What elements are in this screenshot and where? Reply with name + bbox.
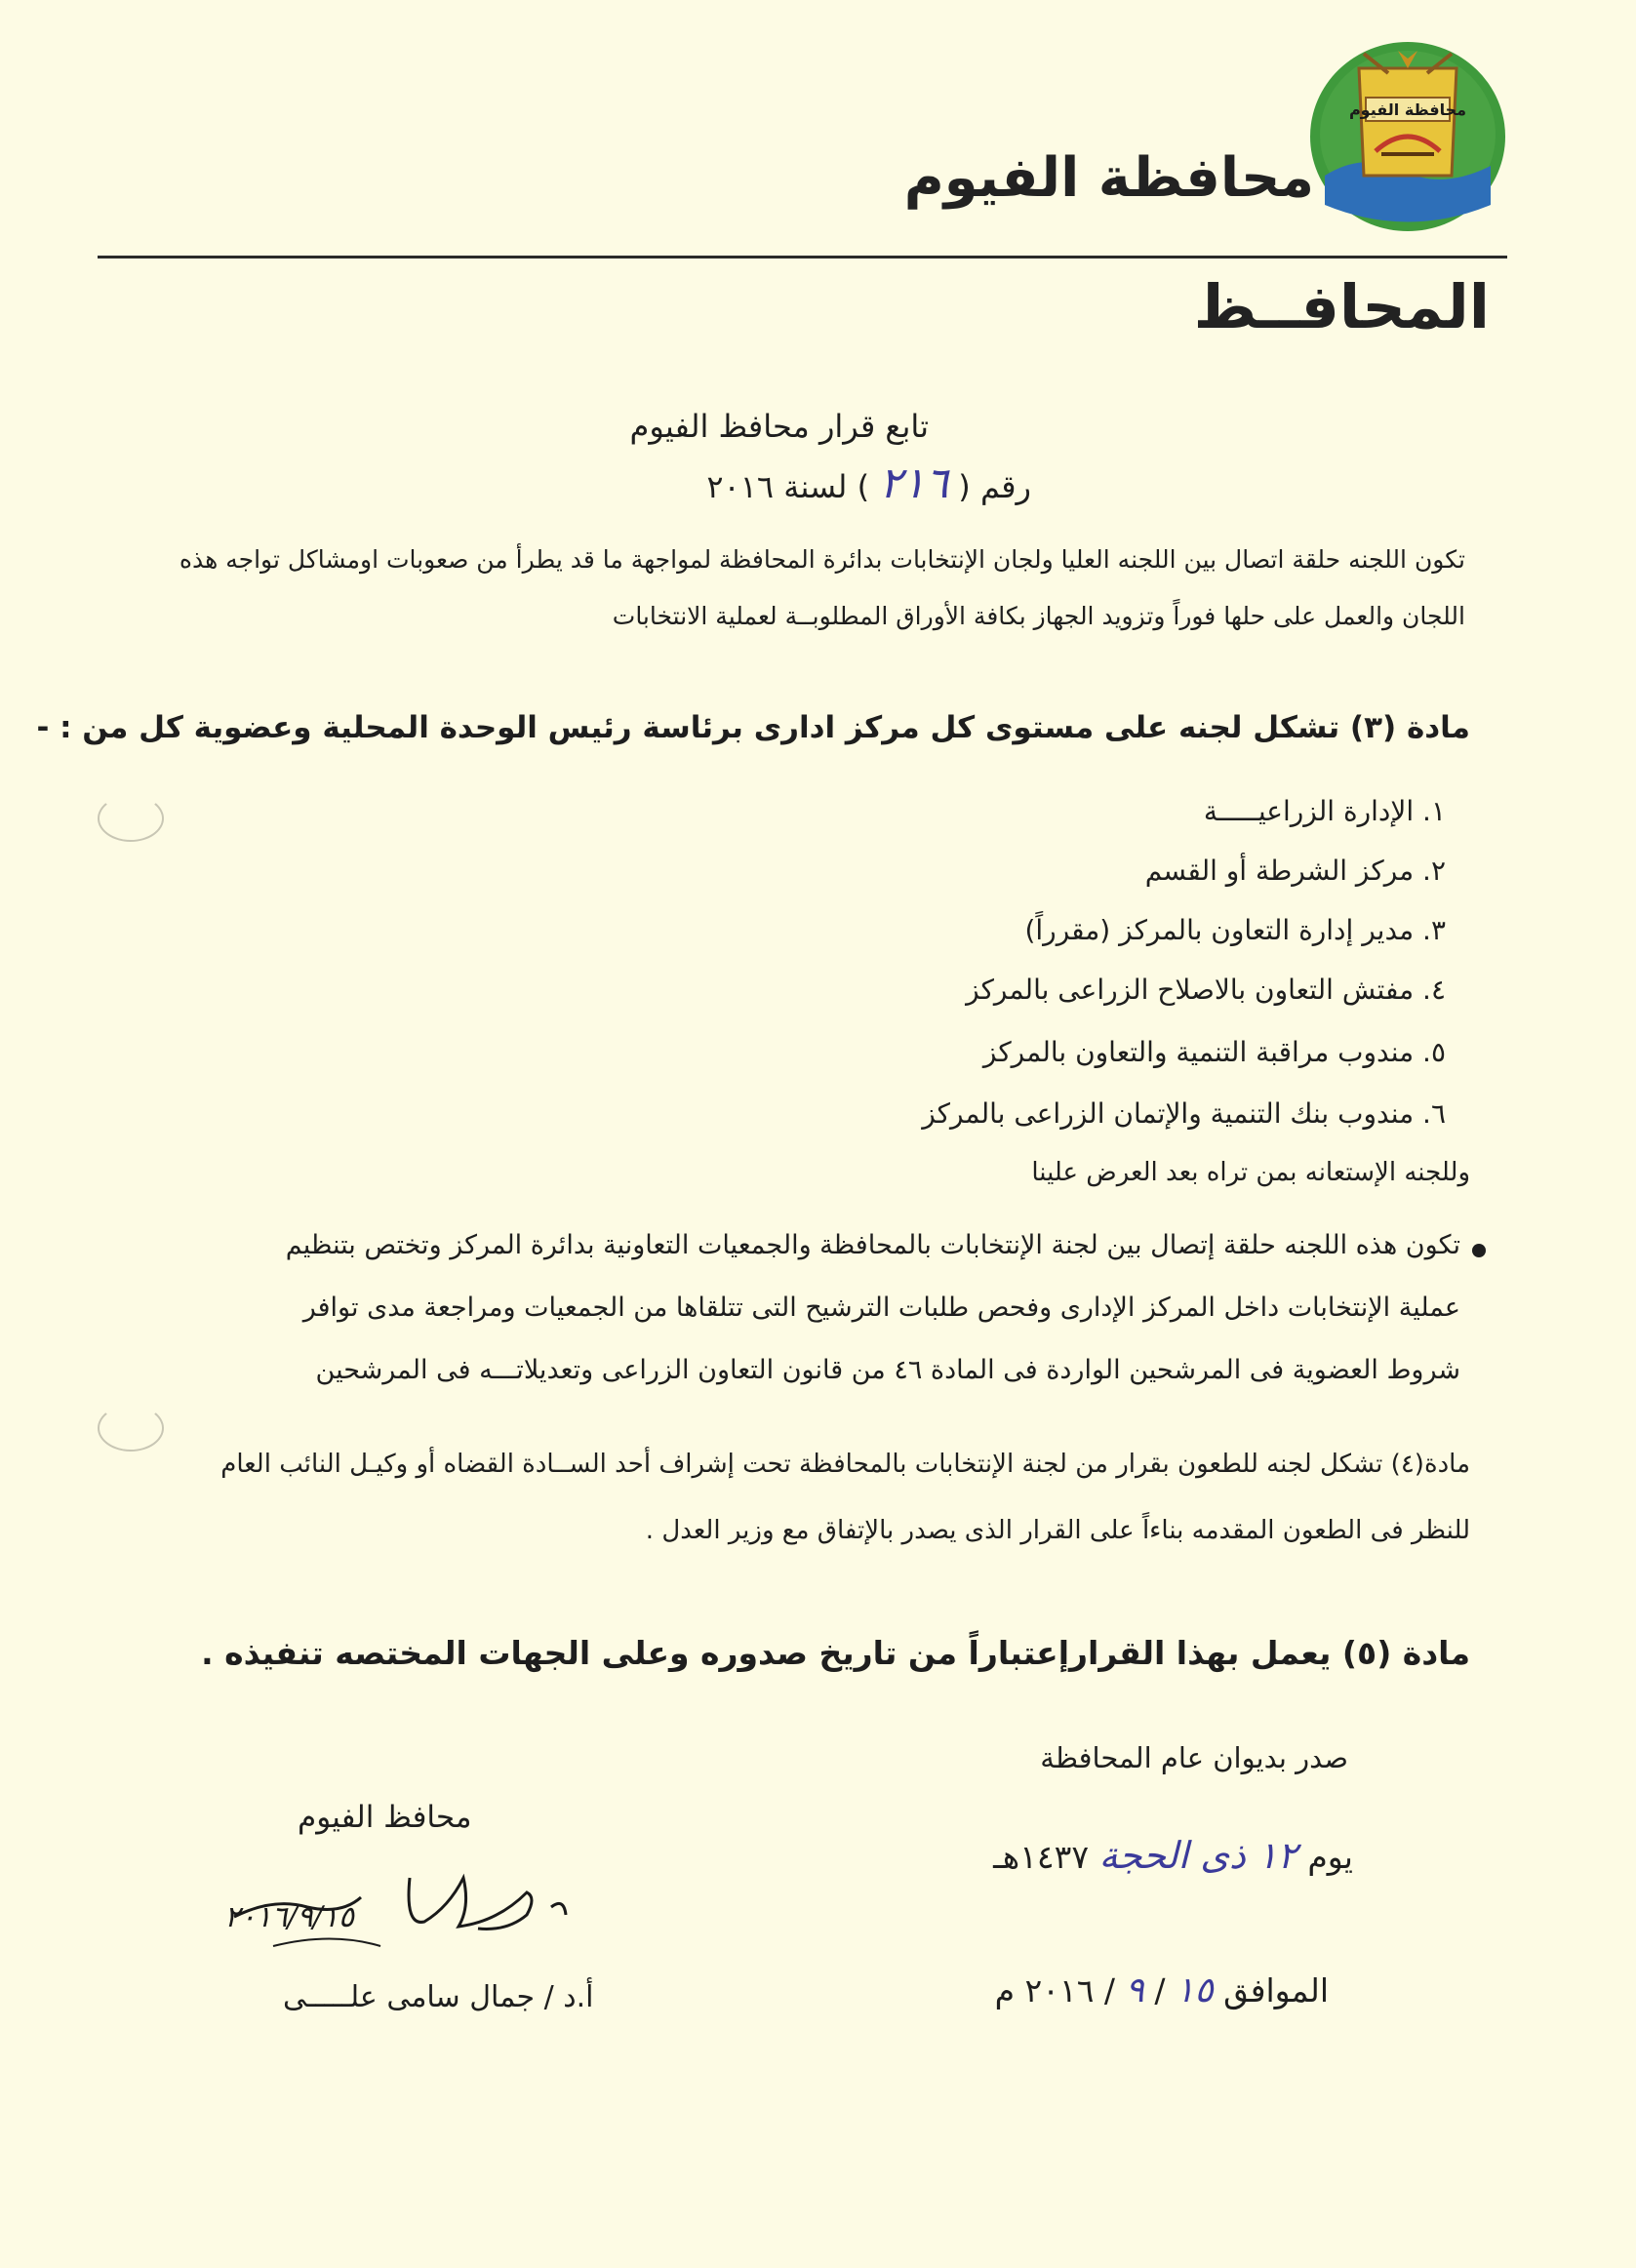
svg-text:محافظة الفيوم: محافظة الفيوم xyxy=(1348,100,1467,119)
hijri-year: ١٤٣٧هـ xyxy=(993,1838,1090,1876)
decree-number-line xyxy=(706,458,1031,508)
article-3-duties-paragraph: تكون هذه اللجنه حلقة إتصال بين لجنة الإنتخابات بالمحافظة والجمعيات التعاونية بدائرة المركز وتختص بتنظيم عملية الإنتخابات داخل المركز الإدارى وفحص طلبات الترشيح التى تتلقاها من الجمعيات ومراجعة مدى توافر شروط العضوية فى المرشحين الواردة فى المادة ٤٦ من قانون التعاون الزراعى وتعديلاتـــه فى المرشحين xyxy=(285,1230,1460,1385)
governorate-logo xyxy=(1305,29,1510,234)
committee-member: ٣. مدير إدارة التعاون بالمركز (مقرراً) xyxy=(1024,914,1446,946)
handwritten-signature xyxy=(215,1839,585,1985)
decree-number-prefix: رقم ( xyxy=(958,468,1031,505)
committee-member: ٤. مفتش التعاون بالاصلاح الزراعى بالمركز xyxy=(966,974,1446,1006)
committee-member: ٦. مندوب بنك التنمية والإتمان الزراعى بالمركز xyxy=(922,1097,1446,1130)
greg-label: الموافق xyxy=(1223,1971,1329,2009)
signer-name: أ.د / جمال سامى علـــــى xyxy=(283,1980,594,2014)
assistance-note: وللجنه الإستعانه بمن تراه بعد العرض علينا xyxy=(1031,1158,1470,1187)
article-5: مادة (٥) يعمل بهذا القرارإعتباراً من تاريخ صدوره وعلى الجهات المختصه تنفيذه . xyxy=(201,1634,1470,1672)
article-3-title: مادة (٣) تشكل لجنه على مستوى كل مركز ادارى برئاسة رئيس الوحدة المحلية وعضوية كل من : - xyxy=(36,710,1470,745)
greg-day-handwritten: ١٥ xyxy=(1176,1970,1214,2010)
greg-month-handwritten: ٩ xyxy=(1125,1970,1144,2010)
gregorian-date: الموافق ١٥ / ٩ / ٢٠١٦ م xyxy=(994,1970,1329,2010)
greg-year: / ٢٠١٦ م xyxy=(994,1971,1116,2009)
governorate-name: محافظة الفيوم xyxy=(903,146,1314,210)
committee-member: ٢. مركز الشرطة أو القسم xyxy=(1144,855,1446,887)
decree-heading: تابع قرار محافظ الفيوم xyxy=(629,408,929,445)
hijri-date xyxy=(993,1834,1353,1877)
committee-member: ٥. مندوب مراقبة التنمية والتعاون بالمركز xyxy=(982,1036,1446,1068)
issued-at: صدر بديوان عام المحافظة xyxy=(1040,1741,1348,1774)
signer-title: محافظ الفيوم xyxy=(298,1800,472,1835)
hijri-date-handwritten: ١٢ ذى الحجة xyxy=(1098,1834,1297,1877)
bullet-icon xyxy=(1472,1244,1486,1257)
article-4-paragraph: مادة(٤) تشكل لجنه للطعون بقرار من لجنة الإنتخابات بالمحافظة تحت إشراف أحد الســادة القضاه أو وكيـل النائب العام للنظر فى الطعون المقدمه بناءاً على القرار الذى يصدر بالإتفاق مع وزير العدل . xyxy=(220,1450,1470,1545)
decree-year: ) لسنة ٢٠١٦ xyxy=(706,468,870,505)
intro-paragraph: تكون اللجنه حلقة اتصال بين اللجنه العليا ولجان الإنتخابات بدائرة المحافظة لمواجهة ما قد يطرأ من صعوبات اومشاكل تواجه هذه اللجان والعمل على حلها فوراً وتزويد الجهاز بكافة الأوراق المطلوبــة لعملية الانتخابات xyxy=(179,545,1465,630)
governor-title: المحافــظ xyxy=(1193,271,1490,342)
punch-hole xyxy=(98,1405,164,1452)
committee-member: ١. الإدارة الزراعيـــــة xyxy=(1203,795,1446,827)
punch-hole xyxy=(98,795,164,842)
signature-date: ٢٠١٦/٩/١٥ xyxy=(224,1900,355,1934)
day-label: يوم xyxy=(1307,1838,1353,1876)
header-divider xyxy=(98,256,1507,259)
decree-number-handwritten: ٢١٦ xyxy=(879,458,949,508)
